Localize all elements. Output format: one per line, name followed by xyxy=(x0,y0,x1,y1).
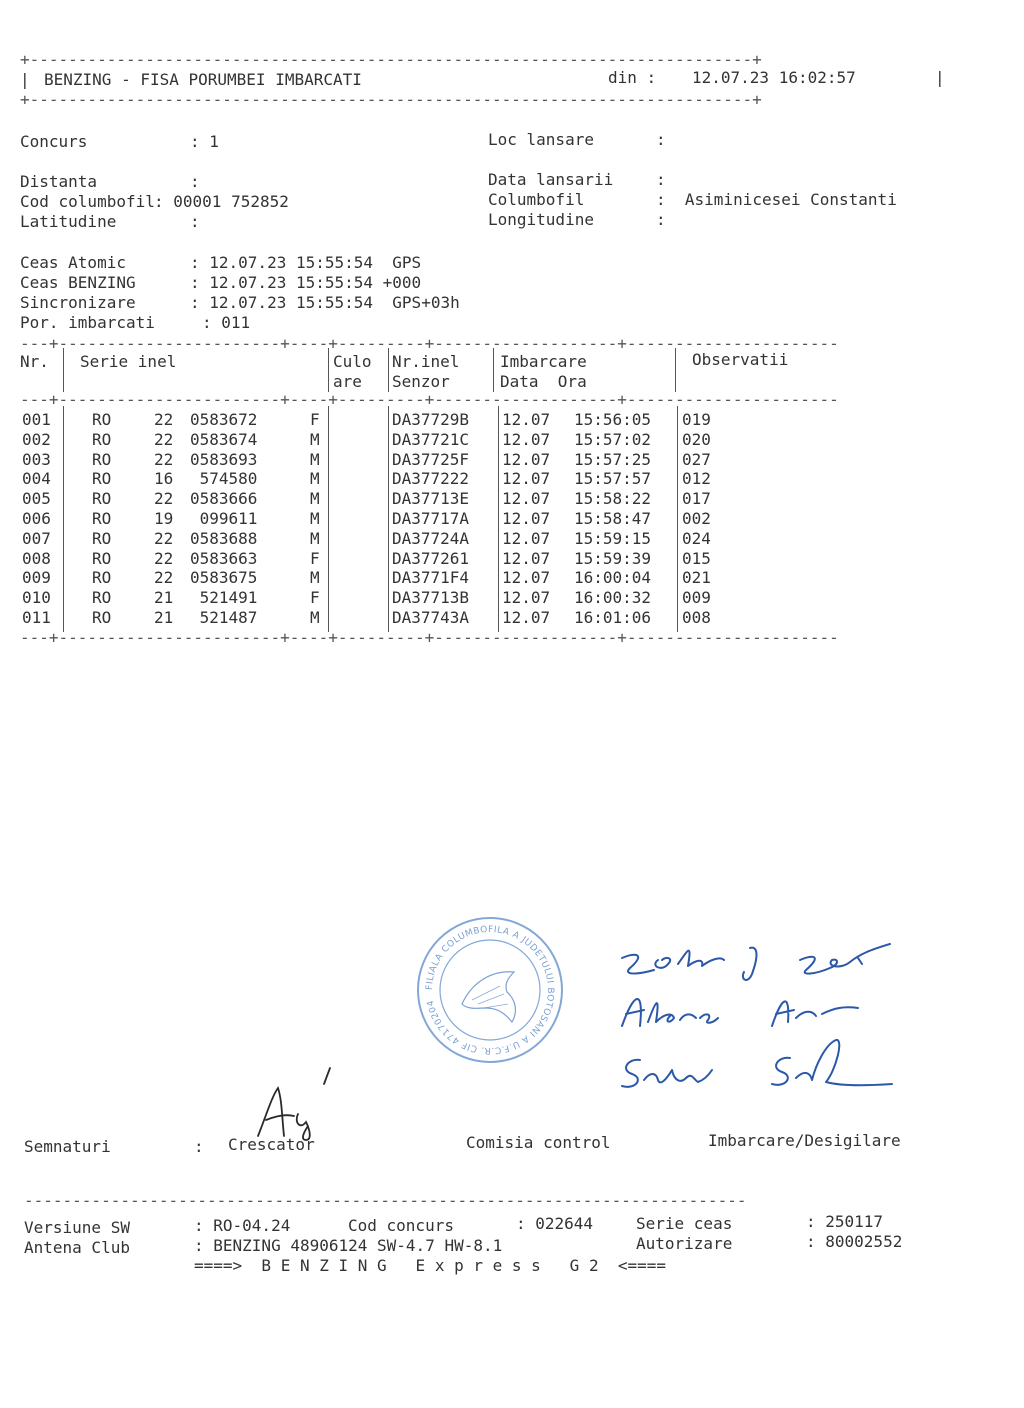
row-sex: M xyxy=(310,608,320,627)
row-nr: 011 xyxy=(22,608,51,627)
row-sensor: DA37713E xyxy=(392,489,470,508)
row-year: 16 xyxy=(154,469,174,488)
row-ring-number: 521487 xyxy=(190,608,258,627)
imbarcare-desigilare-label: Imbarcare/Desigilare xyxy=(708,1131,901,1150)
row-year: 22 xyxy=(154,489,174,508)
autorizare-label: Autorizare xyxy=(636,1234,733,1253)
antena-club-value: : BENZING 48906124 SW-4.7 HW-8.1 xyxy=(194,1236,503,1255)
row-date: 12.07 xyxy=(502,549,551,568)
comisia-control-label: Comisia control xyxy=(466,1133,611,1152)
row-date: 12.07 xyxy=(502,430,551,449)
row-sex: M xyxy=(310,509,320,528)
row-nr: 003 xyxy=(22,450,51,469)
row-sex: F xyxy=(310,588,320,607)
row-ring-number: 0583688 xyxy=(190,529,258,548)
table-row xyxy=(0,430,1024,450)
ceas-atomic-label: Ceas Atomic xyxy=(20,253,126,272)
row-ring-number: 521491 xyxy=(190,588,258,607)
serie-ceas-value: : 250117 xyxy=(806,1212,884,1231)
row-nr: 008 xyxy=(22,549,51,568)
table-row xyxy=(0,529,1024,549)
row-sensor: DA377261 xyxy=(392,549,470,568)
row-observatii: 008 xyxy=(682,608,711,627)
row-ring-number: 0583675 xyxy=(190,568,258,587)
table-bottom-rule: ---+-----------------------+----+---------+-------------------+---------------------- xyxy=(20,628,839,647)
document-title: BENZING - FISA PORUMBEI IMBARCATI xyxy=(44,70,362,89)
latitudine-value: : xyxy=(190,212,200,231)
latitudine-label: Latitudine xyxy=(20,212,117,231)
row-year: 22 xyxy=(154,410,174,429)
row-time: 15:57:02 xyxy=(574,430,652,449)
data-lansarii-value: : xyxy=(656,170,666,189)
footer-rule: --------------------------------------------------------------------------- xyxy=(24,1191,747,1210)
row-time: 15:58:22 xyxy=(574,489,652,508)
row-date: 12.07 xyxy=(502,469,551,488)
columbofil-value: : Asiminicesei Constanti xyxy=(656,190,897,209)
row-sensor: DA3771F4 xyxy=(392,568,470,587)
table-row xyxy=(0,489,1024,509)
row-observatii: 012 xyxy=(682,469,711,488)
row-ring-number: 0583693 xyxy=(190,450,258,469)
concurs-label: Concurs xyxy=(20,132,88,151)
row-time: 15:59:15 xyxy=(574,529,652,548)
por-imbarcati-label: Por. imbarcati xyxy=(20,313,155,332)
col-divider-5 xyxy=(675,348,676,392)
col-header-nr: Nr. xyxy=(20,352,49,371)
col-divider-1 xyxy=(63,348,64,392)
table-row xyxy=(0,469,1024,489)
row-country: RO xyxy=(92,608,112,627)
versiune-sw-value: : RO-04.24 xyxy=(194,1216,291,1235)
row-time: 15:57:25 xyxy=(574,450,652,469)
row-country: RO xyxy=(92,509,112,528)
ceas-benzing-label: Ceas BENZING xyxy=(20,273,136,292)
col-header-culoare-2: are xyxy=(333,372,362,391)
row-nr: 001 xyxy=(22,410,51,429)
versiune-sw-label: Versiune SW xyxy=(24,1218,130,1237)
row-observatii: 017 xyxy=(682,489,711,508)
row-country: RO xyxy=(92,549,112,568)
col-header-imbarcare-2: Data Ora xyxy=(500,372,587,391)
row-sex: F xyxy=(310,549,320,568)
row-country: RO xyxy=(92,529,112,548)
header-date-label: din : xyxy=(608,68,657,87)
row-sensor: DA37721C xyxy=(392,430,470,449)
benzing-express-line: ====> B E N Z I N G E x p r e s s G 2 <==== xyxy=(194,1256,667,1275)
por-imbarcati-value: : 011 xyxy=(202,313,251,332)
col-divider-3 xyxy=(388,348,389,392)
row-sex: M xyxy=(310,568,320,587)
longitudine-value: : xyxy=(656,210,666,229)
row-country: RO xyxy=(92,489,112,508)
header-bottom-rule: +---------------------------------------------------------------------------+ xyxy=(20,90,762,109)
row-country: RO xyxy=(92,430,112,449)
row-time: 16:00:32 xyxy=(574,588,652,607)
row-time: 16:00:04 xyxy=(574,568,652,587)
row-time: 16:01:06 xyxy=(574,608,652,627)
col-divider-2 xyxy=(328,348,329,392)
cod-concurs-value: : 022644 xyxy=(516,1214,594,1233)
row-ring-number: 0583674 xyxy=(190,430,258,449)
col-header-nrinel-2: Senzor xyxy=(392,372,450,391)
table-row xyxy=(0,608,1024,628)
row-observatii: 015 xyxy=(682,549,711,568)
semnaturi-label: Semnaturi xyxy=(24,1137,111,1156)
autorizare-value: : 80002552 xyxy=(806,1232,903,1251)
row-year: 21 xyxy=(154,588,174,607)
table-row xyxy=(0,549,1024,569)
col-header-serie: Serie inel xyxy=(80,352,177,371)
row-date: 12.07 xyxy=(502,568,551,587)
row-year: 22 xyxy=(154,549,174,568)
row-ring-number: 574580 xyxy=(190,469,258,488)
row-time: 15:57:57 xyxy=(574,469,652,488)
row-sex: M xyxy=(310,450,320,469)
ceas-atomic-value: : 12.07.23 15:55:54 GPS xyxy=(190,253,422,272)
concurs-value: : 1 xyxy=(190,132,219,151)
columbofil-label: Columbofil xyxy=(488,190,585,209)
row-nr: 010 xyxy=(22,588,51,607)
row-sensor: DA37724A xyxy=(392,529,470,548)
row-ring-number: 0583663 xyxy=(190,549,258,568)
col-header-observatii: Observatii xyxy=(692,350,789,369)
semnaturi-colon: : xyxy=(194,1137,204,1156)
table-row xyxy=(0,410,1024,430)
row-year: 22 xyxy=(154,430,174,449)
row-sensor: DA377222 xyxy=(392,469,470,488)
row-sensor: DA37743A xyxy=(392,608,470,627)
row-country: RO xyxy=(92,588,112,607)
row-observatii: 002 xyxy=(682,509,711,528)
row-observatii: 009 xyxy=(682,588,711,607)
breeder-signature xyxy=(250,1060,350,1142)
antena-club-label: Antena Club xyxy=(24,1238,130,1257)
row-sex: M xyxy=(310,430,320,449)
row-year: 19 xyxy=(154,509,174,528)
header-left-bar: | xyxy=(20,70,30,89)
row-date: 12.07 xyxy=(502,529,551,548)
crescator-label: Crescator xyxy=(228,1135,315,1154)
loc-lansare-value: : xyxy=(656,130,666,149)
cod-columbofil-value: : 00001 752852 xyxy=(154,192,289,211)
row-sex: F xyxy=(310,410,320,429)
row-date: 12.07 xyxy=(502,489,551,508)
row-sensor: DA37717A xyxy=(392,509,470,528)
row-observatii: 024 xyxy=(682,529,711,548)
row-observatii: 021 xyxy=(682,568,711,587)
row-time: 15:56:05 xyxy=(574,410,652,429)
table-top-rule: ---+-----------------------+----+---------+-------------------+---------------------- xyxy=(20,334,839,353)
row-ring-number: 099611 xyxy=(190,509,258,528)
col-header-nrinel-1: Nr.inel xyxy=(392,352,460,371)
row-observatii: 020 xyxy=(682,430,711,449)
row-country: RO xyxy=(92,469,112,488)
cod-concurs-label: Cod concurs xyxy=(348,1216,454,1235)
row-observatii: 027 xyxy=(682,450,711,469)
distanta-value: : xyxy=(190,172,200,191)
svg-text:FILIALA COLUMBOFILA A JUDETULU: FILIALA COLUMBOFILA A JUDETULUI BOTOSANI A U.F.C.R. CIF 47170204 xyxy=(424,924,556,1056)
serie-ceas-label: Serie ceas xyxy=(636,1214,733,1233)
row-sex: M xyxy=(310,469,320,488)
row-nr: 004 xyxy=(22,469,51,488)
sincronizare-label: Sincronizare xyxy=(20,293,136,312)
row-sensor: DA37729B xyxy=(392,410,470,429)
cod-columbofil-label: Cod columbofil xyxy=(20,192,155,211)
row-ring-number: 0583666 xyxy=(190,489,258,508)
row-sex: M xyxy=(310,529,320,548)
header-top-rule: +---------------------------------------------------------------------------+ xyxy=(20,50,762,69)
row-country: RO xyxy=(92,568,112,587)
loc-lansare-label: Loc lansare xyxy=(488,130,594,149)
ceas-benzing-value: : 12.07.23 15:55:54 +000 xyxy=(190,273,422,292)
distanta-label: Distanta xyxy=(20,172,98,191)
row-nr: 006 xyxy=(22,509,51,528)
club-stamp xyxy=(412,912,568,1068)
row-time: 15:58:47 xyxy=(574,509,652,528)
row-date: 12.07 xyxy=(502,410,551,429)
row-country: RO xyxy=(92,450,112,469)
col-header-imbarcare-1: Imbarcare xyxy=(500,352,587,371)
header-date-value: 12.07.23 16:02:57 xyxy=(692,68,856,87)
row-year: 21 xyxy=(154,608,174,627)
row-sex: M xyxy=(310,489,320,508)
table-row xyxy=(0,509,1024,529)
row-year: 22 xyxy=(154,568,174,587)
row-sensor: DA37713B xyxy=(392,588,470,607)
row-time: 15:59:39 xyxy=(574,549,652,568)
table-header-rule: ---+-----------------------+----+---------+-------------------+---------------------- xyxy=(20,390,839,409)
row-date: 12.07 xyxy=(502,450,551,469)
row-year: 22 xyxy=(154,529,174,548)
col-header-culoare-1: Culo xyxy=(333,352,372,371)
row-country: RO xyxy=(92,410,112,429)
table-row xyxy=(0,450,1024,470)
col-divider-4 xyxy=(493,348,494,392)
row-year: 22 xyxy=(154,450,174,469)
row-observatii: 019 xyxy=(682,410,711,429)
row-date: 12.07 xyxy=(502,608,551,627)
row-ring-number: 0583672 xyxy=(190,410,258,429)
table-row xyxy=(0,568,1024,588)
header-right-bar: | xyxy=(935,68,945,87)
row-nr: 007 xyxy=(22,529,51,548)
longitudine-label: Longitudine xyxy=(488,210,594,229)
sincronizare-value: : 12.07.23 15:55:54 GPS+03h xyxy=(190,293,460,312)
row-nr: 005 xyxy=(22,489,51,508)
commission-signatures xyxy=(600,930,930,1105)
row-nr: 009 xyxy=(22,568,51,587)
row-date: 12.07 xyxy=(502,588,551,607)
table-row xyxy=(0,588,1024,608)
row-date: 12.07 xyxy=(502,509,551,528)
row-nr: 002 xyxy=(22,430,51,449)
data-lansarii-label: Data lansarii xyxy=(488,170,614,189)
row-sensor: DA37725F xyxy=(392,450,470,469)
